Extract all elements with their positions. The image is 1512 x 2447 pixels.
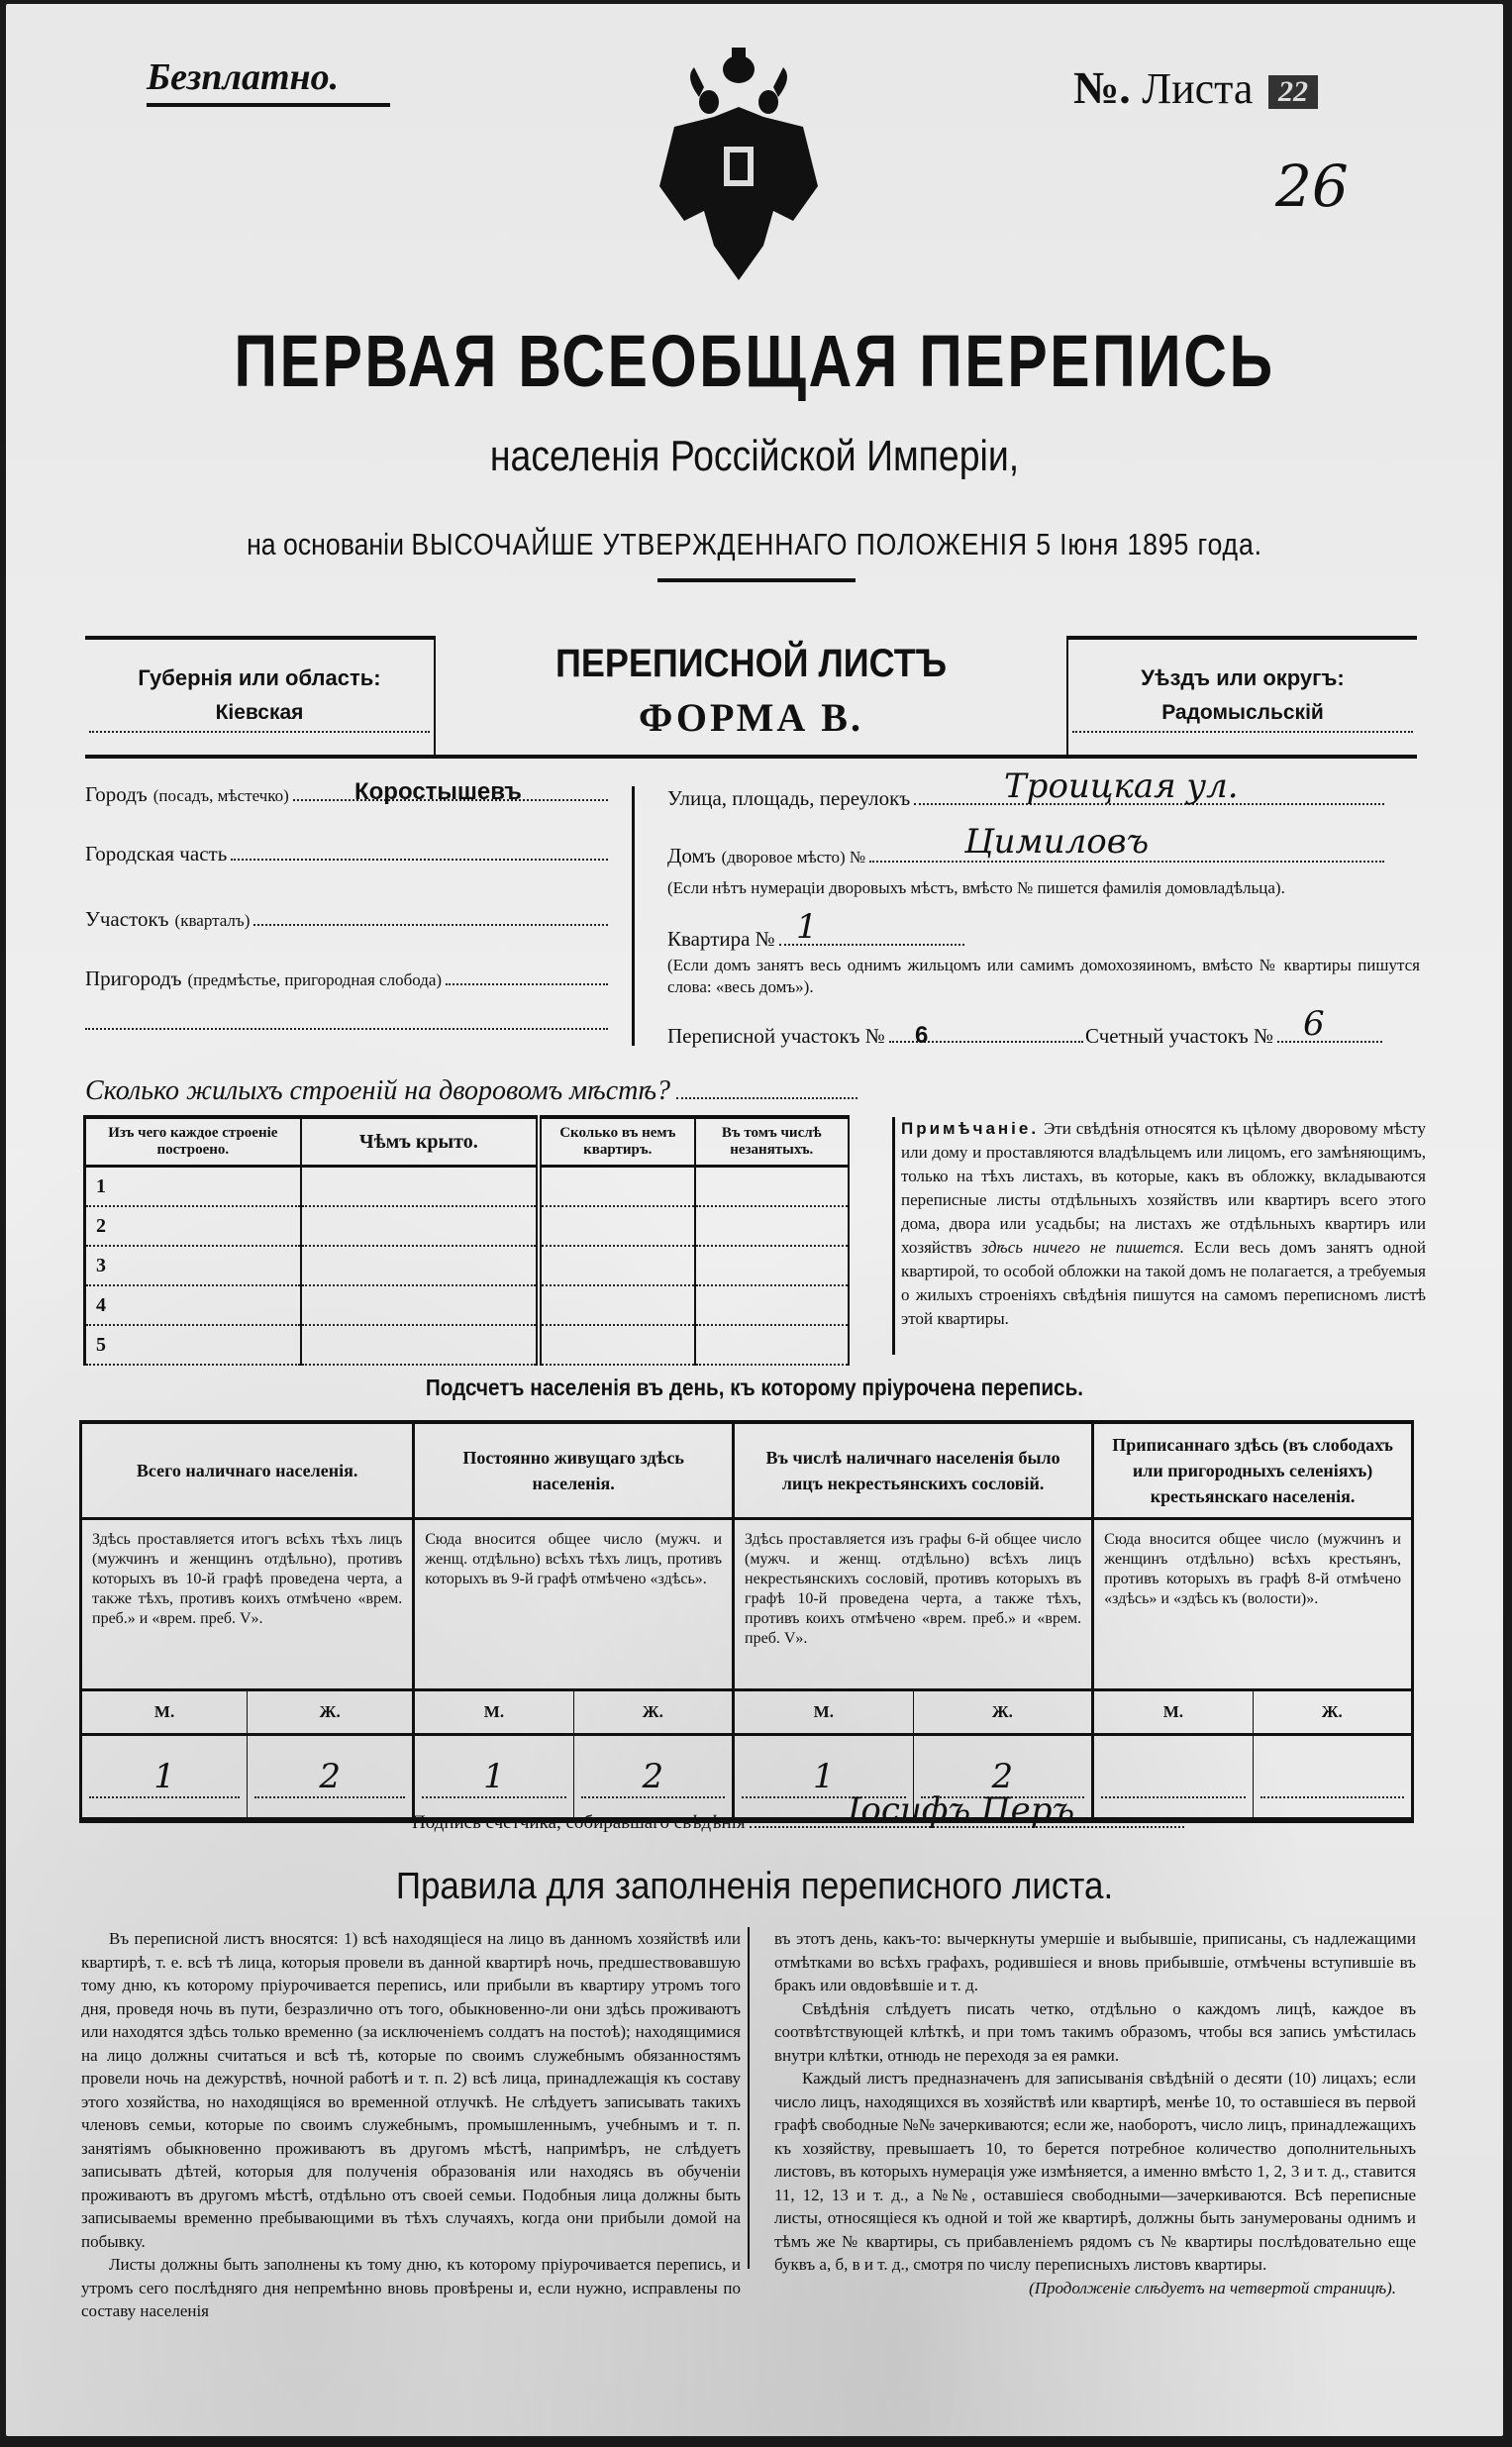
cell[interactable] xyxy=(301,1246,539,1285)
group-total-heading: Всего наличнаго населенія. xyxy=(81,1422,414,1519)
town-field[interactable] xyxy=(85,778,608,807)
non-peasant-male-value: 1 xyxy=(742,1757,906,1798)
suburb-hint: (предмѣстье, пригородная слобода) xyxy=(187,970,443,989)
row-number[interactable]: 1 xyxy=(85,1167,301,1207)
group-peasant-heading: Приписаннаго здѣсь (въ слободахъ или пригородныхъ селеніяхъ) крестьянскаго населенія. xyxy=(1093,1422,1413,1519)
city-part-field[interactable] xyxy=(85,842,608,867)
subtitle: населенія Россійской Имперіи, xyxy=(489,432,1020,480)
house-note: (Если нѣтъ нумераціи дворовыхъ мѣстъ, вмѣсто № пишется фамилія домовладѣльца). xyxy=(667,878,1285,897)
ward-dotted-line xyxy=(253,910,608,926)
col-vacant: Въ томъ числѣ незанятыхъ. xyxy=(695,1117,849,1167)
row-number[interactable]: 2 xyxy=(85,1206,301,1246)
population-count-title: Подсчетъ населенія въ день, къ которому пріурочена перепись. xyxy=(425,1375,1084,1400)
cell[interactable] xyxy=(695,1206,849,1246)
suburb-label: Пригородъ xyxy=(85,967,182,990)
street-field[interactable] xyxy=(667,766,1384,811)
count-district-value[interactable]: 6 xyxy=(1303,1004,1325,1044)
row-number[interactable]: 5 xyxy=(85,1325,301,1365)
apartment-value[interactable]: 1 xyxy=(796,907,818,947)
buildings-question[interactable] xyxy=(85,1075,857,1107)
rules-paragraph: Каждый листъ предназначенъ для записыванія свѣдѣній о десяти (10) лицахъ; если число лицъ, находящихся въ хозяйствѣ или квартирѣ, менѣе 10, то оставшіеся въ первой графѣ свободные №№ зачеркиваются; если же, наоборотъ, число лицъ, принадлежащихъ къ хозяйству, превышаетъ 10, то берется потребное количество дополнительныхъ листовъ, въ которыхъ нумерація уже измѣняется, а именно вмѣсто 1, 2, 3 и т. д., ставится 11, 12, 13 и т. д., а №№, оставшіеся свободными—зачеркиваются. Всѣ переписные листы, относящіеся къ одной и той же квартирѣ, должны быть занумерованы однимъ и тѣмъ же № квартиры, съ прибавленіемъ рядомъ съ № квартиры послѣдовательно еще буквъ а, б, в и т. д., смотря по числу переписныхъ листовъ квартиры. xyxy=(774,2069,1416,2274)
town-value[interactable]: Коростышевъ xyxy=(354,778,522,805)
note-italic: здѣсь ничего не пишется. xyxy=(981,1238,1184,1257)
cell[interactable] xyxy=(695,1285,849,1325)
apartment-label: Квартира № xyxy=(667,927,775,951)
group-total-desc: Здѣсь проставляется итогъ всѣхъ тѣхъ лицъ (мужчинъ и женщинъ отдѣльно), противъ которыхъ въ 10-й графѣ проведена черта, а также тѣхъ, противъ коихъ отмѣчено «врем. преб.» и «врем. преб. V». xyxy=(81,1519,414,1690)
row-number[interactable]: 3 xyxy=(85,1246,301,1285)
district-label: Уѣздъ или округъ: xyxy=(1141,665,1345,690)
legal-basis-text: ВЫСОЧАЙШЕ УТВЕРЖДЕННАГО ПОЛОЖЕНІЯ 5 Іюня 1895 года. xyxy=(411,527,1262,561)
female-header: Ж. xyxy=(573,1690,733,1735)
header-bottom-rule xyxy=(85,755,1417,759)
total-female-cell[interactable] xyxy=(248,1735,414,1821)
total-male-value: 1 xyxy=(89,1757,240,1798)
house-hint: (дворовое мѣсто) № xyxy=(721,848,866,867)
buildings-question-dotted-line xyxy=(676,1097,857,1099)
signature-label: Подпись счетчика, собиравшаго свѣдѣнія xyxy=(412,1812,746,1833)
free-of-charge-label: Безплатно. xyxy=(147,56,340,98)
signature-value: Іосифъ Перъ xyxy=(848,1790,1075,1830)
province-label: Губернія или область: xyxy=(138,665,381,690)
count-district-dotted-line xyxy=(1277,1027,1382,1043)
city-part-dotted-line xyxy=(231,845,608,861)
male-header: М. xyxy=(734,1690,914,1735)
suburb-field[interactable] xyxy=(85,967,608,991)
town-label: Городъ xyxy=(85,782,148,806)
legal-basis xyxy=(111,527,1398,562)
suburb-dotted-line xyxy=(446,969,608,985)
rules-left-column xyxy=(81,1927,741,2323)
peasant-male-value xyxy=(1101,1757,1245,1798)
row-number[interactable]: 4 xyxy=(85,1285,301,1325)
province-box xyxy=(85,636,436,757)
census-district-value[interactable]: 6 xyxy=(915,1022,929,1049)
form-name: ФОРМА В. xyxy=(639,695,863,740)
cell[interactable] xyxy=(301,1325,539,1365)
cell[interactable] xyxy=(695,1325,849,1365)
house-label: Домъ xyxy=(667,844,716,867)
census-form-page xyxy=(6,4,1503,2436)
rules-paragraph: въ этотъ день, какъ-то: вычеркнуты умершіе и выбывшіе, приписаны, съ надлежащими отмѣтками во всѣхъ графахъ, родившіеся и вновь прибывшіе, отмѣчены вступившіе въ бракъ или овдовѣвшіе и т. д. xyxy=(774,1929,1416,1994)
rules-title: Правила для заполненія переписного листа. xyxy=(395,1866,1114,1907)
peasant-female-value xyxy=(1260,1757,1404,1798)
permanent-male-value: 1 xyxy=(422,1757,565,1798)
district-box xyxy=(1066,636,1417,757)
town-hint: (посадъ, мѣстечко) xyxy=(152,786,289,805)
cell[interactable] xyxy=(301,1285,539,1325)
group-permanent-desc: Сюда вносится общее число (мужч. и женщ. отдѣльно) всѣхъ тѣхъ лицъ, противъ которыхъ въ 9-й графѣ отмѣчено «здѣсь». xyxy=(414,1519,734,1690)
form-title-box xyxy=(434,636,1068,741)
ward-field[interactable] xyxy=(85,907,608,932)
suburb-extra-line[interactable] xyxy=(85,1028,608,1030)
cell[interactable] xyxy=(539,1285,695,1325)
continued-note: (Продолженіе слѣдуетъ на четвертой страницѣ). xyxy=(1029,2278,1396,2297)
table-row xyxy=(85,1167,850,1207)
free-label-underline xyxy=(147,103,390,107)
note-text: Эти свѣдѣнія относятся къ цѣлому дворовому мѣсту или дому и проставляются владѣльцемъ или лицомъ, его замѣняющимъ, только на тѣхъ листахъ, въ которые, какъ въ обложку, вкладываются переписные листы отдѣльныхъ хозяйствъ или квартиръ всего этого дома, двора или усадьбы; на листахъ же отдѣльныхъ квартиръ или хозяйствъ xyxy=(901,1119,1427,1257)
cell[interactable] xyxy=(301,1206,539,1246)
table-row xyxy=(85,1285,850,1325)
cell[interactable] xyxy=(695,1167,849,1207)
form-header xyxy=(85,636,1417,753)
permanent-female-cell[interactable] xyxy=(573,1735,733,1821)
sheet-number-value[interactable]: 22 xyxy=(1268,75,1318,109)
rules-paragraph: Въ переписной листъ вносятся: 1) всѣ находящіеся на лицо въ данномъ хозяйствѣ или квартирѣ, т. е. всѣ тѣ лица, которыя провели въ данной квартирѣ ночь, предшествовавшую тому дню, къ которому пріурочивается перепись, или прибыли въ квартиру утромъ того дня, проведя ночь въ пути, безразлично отъ того, обыкновенно-ли они здѣсь проживаютъ или находятся здѣсь только временно (за исключеніемъ солдатъ на постоѣ); находящимися на лицо должны считаться и всѣ тѣ, которые по своимъ служебнымъ обязанностямъ провели ночь на дежурствѣ, ночной работѣ и т. п. 2) всѣ лица, принадлежащія къ составу этого хозяйства, но находящіяся во временной отлучкѣ. Не слѣдуетъ записывать такихъ членовъ семьи, которые по своимъ служебнымъ, промышленнымъ, учебнымъ и т. п. занятіямъ обыкновенно проживаютъ въ другомъ мѣстѣ, напримѣръ, не слѣдуетъ записывать дѣтей, которыя для полученія образованія или находясь въ обученіи проживаютъ въ другомъ мѣстѣ, отдѣльно отъ своей семьи. Подобныя лица должны быть записываемы временно пребывающими въ тѣхъ случаяхъ, когда они прибыли домой на побывку. xyxy=(81,1929,741,2251)
peasant-male-cell[interactable] xyxy=(1093,1735,1253,1821)
population-count-table xyxy=(79,1420,1414,1823)
col-material: Изъ чего каждое строеніе построено. xyxy=(85,1117,301,1167)
province-value[interactable]: Кіевская xyxy=(215,701,304,724)
buildings-table xyxy=(83,1115,850,1366)
apartment-field[interactable] xyxy=(667,907,964,952)
rules-right-column xyxy=(774,1927,1416,2299)
cell[interactable] xyxy=(301,1167,539,1207)
total-male-cell[interactable] xyxy=(81,1735,248,1821)
total-female-value: 2 xyxy=(254,1757,405,1798)
non-peasant-female-value: 2 xyxy=(921,1757,1085,1798)
cell[interactable] xyxy=(695,1246,849,1285)
group-non-peasant-heading: Въ числѣ наличнаго населенія было лицъ некрестьянскихъ сословій. xyxy=(734,1422,1093,1519)
cell[interactable] xyxy=(539,1167,695,1207)
female-header: Ж. xyxy=(1253,1690,1412,1735)
group-peasant-desc: Сюда вносится общее число (мужчинъ и женщинъ отдѣльно) всѣхъ крестьянъ, противъ которыхъ въ графѣ 8-й отмѣчено «здѣсь» и «здѣсь къ (волости)». xyxy=(1093,1519,1413,1690)
ward-hint: (кварталъ) xyxy=(174,911,251,930)
permanent-female-value: 2 xyxy=(581,1757,725,1798)
sheet-number xyxy=(1073,61,1318,114)
count-district-label: Счетный участокъ № xyxy=(1085,1024,1274,1048)
female-header: Ж. xyxy=(913,1690,1093,1735)
cell[interactable] xyxy=(539,1246,695,1285)
ward-label: Участокъ xyxy=(85,907,169,931)
note-label: Примѣчаніе. xyxy=(901,1119,1040,1138)
permanent-male-cell[interactable] xyxy=(414,1735,573,1821)
male-header: М. xyxy=(81,1690,248,1735)
table-row xyxy=(85,1325,850,1365)
house-field[interactable] xyxy=(667,822,1384,868)
street-value[interactable]: Троицкая ул. xyxy=(1004,766,1239,806)
male-header: М. xyxy=(1093,1690,1253,1735)
col-apartments: Сколько въ немъ квартиръ. xyxy=(539,1117,695,1167)
count-district-field[interactable] xyxy=(1085,1004,1382,1049)
group-non-peasant-desc: Здѣсь проставляется изъ графы 6-й общее число (мужч. и женщ. отдѣльно) всѣхъ лицъ некрестьянскихъ сословій, противъ которыхъ въ графѣ 10-й проведена черта, а также тѣхъ, противъ коихъ отмѣчено «врем. преб.» и «врем. преб. V». xyxy=(734,1519,1093,1690)
city-part-label: Городская часть xyxy=(85,842,228,866)
col-roof: Чѣмъ крыто. xyxy=(301,1117,539,1167)
census-district-field[interactable] xyxy=(667,1024,1083,1049)
note-text-2: Если весь домъ занятъ одной квартирой, то особой обложки на такой домъ не полагается, а требуемыя о жилыхъ строеніяхъ свѣдѣнія пишутся на самомъ переписномъ листѣ этой квартиры. xyxy=(901,1238,1427,1328)
rules-paragraph: Свѣдѣнія слѣдуетъ писать четко, отдѣльно о каждомъ лицѣ, каждое въ соотвѣтствующей клѣткѣ, и при томъ такимъ образомъ, чтобы вся запись умѣстилась внутри клѣтки, отнюдь не переходя за ея рамки. xyxy=(774,1998,1416,2065)
male-header: М. xyxy=(414,1690,573,1735)
district-value[interactable]: Радомысльскій xyxy=(1161,701,1324,724)
group-permanent-heading: Постоянно живущаго здѣсь населенія. xyxy=(414,1422,734,1519)
location-column-separator xyxy=(632,786,635,1046)
census-district-label: Переписной участокъ № xyxy=(667,1024,885,1048)
province-dotted-line xyxy=(89,731,430,733)
number-sign: №. xyxy=(1073,62,1131,113)
rules-paragraph: Листы должны быть заполнены къ тому дню, къ которому пріурочивается перепись, и утромъ сего послѣдняго дня непремѣнно вновь провѣрены и, если нужно, исправлены по составу населенія xyxy=(81,2255,741,2320)
buildings-question-text: Сколько жилыхъ строеній на дворовомъ мѣстѣ? xyxy=(85,1075,671,1106)
table-row xyxy=(85,1246,850,1285)
table-row xyxy=(85,1206,850,1246)
sheet-title: ПЕРЕПИСНОЙ ЛИСТЪ xyxy=(554,642,948,685)
apartment-note: (Если домъ занятъ весь однимъ жильцомъ или самимъ домохозяиномъ, вмѣсто № квартиры пишутся слова: «весь домъ»). xyxy=(667,956,1420,996)
main-title: ПЕРВАЯ ВСЕОБЩАЯ ПЕРЕПИСЬ xyxy=(234,320,1275,402)
divider xyxy=(657,578,856,582)
rules-column-separator xyxy=(748,1927,750,2269)
legal-basis-prefix: на основаніи xyxy=(247,527,404,561)
double-headed-eagle-icon xyxy=(655,48,823,285)
note-block xyxy=(892,1117,1426,1355)
district-dotted-line xyxy=(1072,731,1413,733)
enumerator-signature-field[interactable] xyxy=(412,1790,1184,1834)
cell[interactable] xyxy=(539,1206,695,1246)
female-header: Ж. xyxy=(248,1690,414,1735)
cell[interactable] xyxy=(539,1325,695,1365)
peasant-female-cell[interactable] xyxy=(1253,1735,1412,1821)
house-value[interactable]: Цимиловъ xyxy=(964,822,1150,862)
street-label: Улица, площадь, переулокъ xyxy=(667,786,911,810)
sheet-number-label: Листа xyxy=(1142,64,1254,113)
handwritten-sheet-number: 26 xyxy=(1275,153,1349,220)
